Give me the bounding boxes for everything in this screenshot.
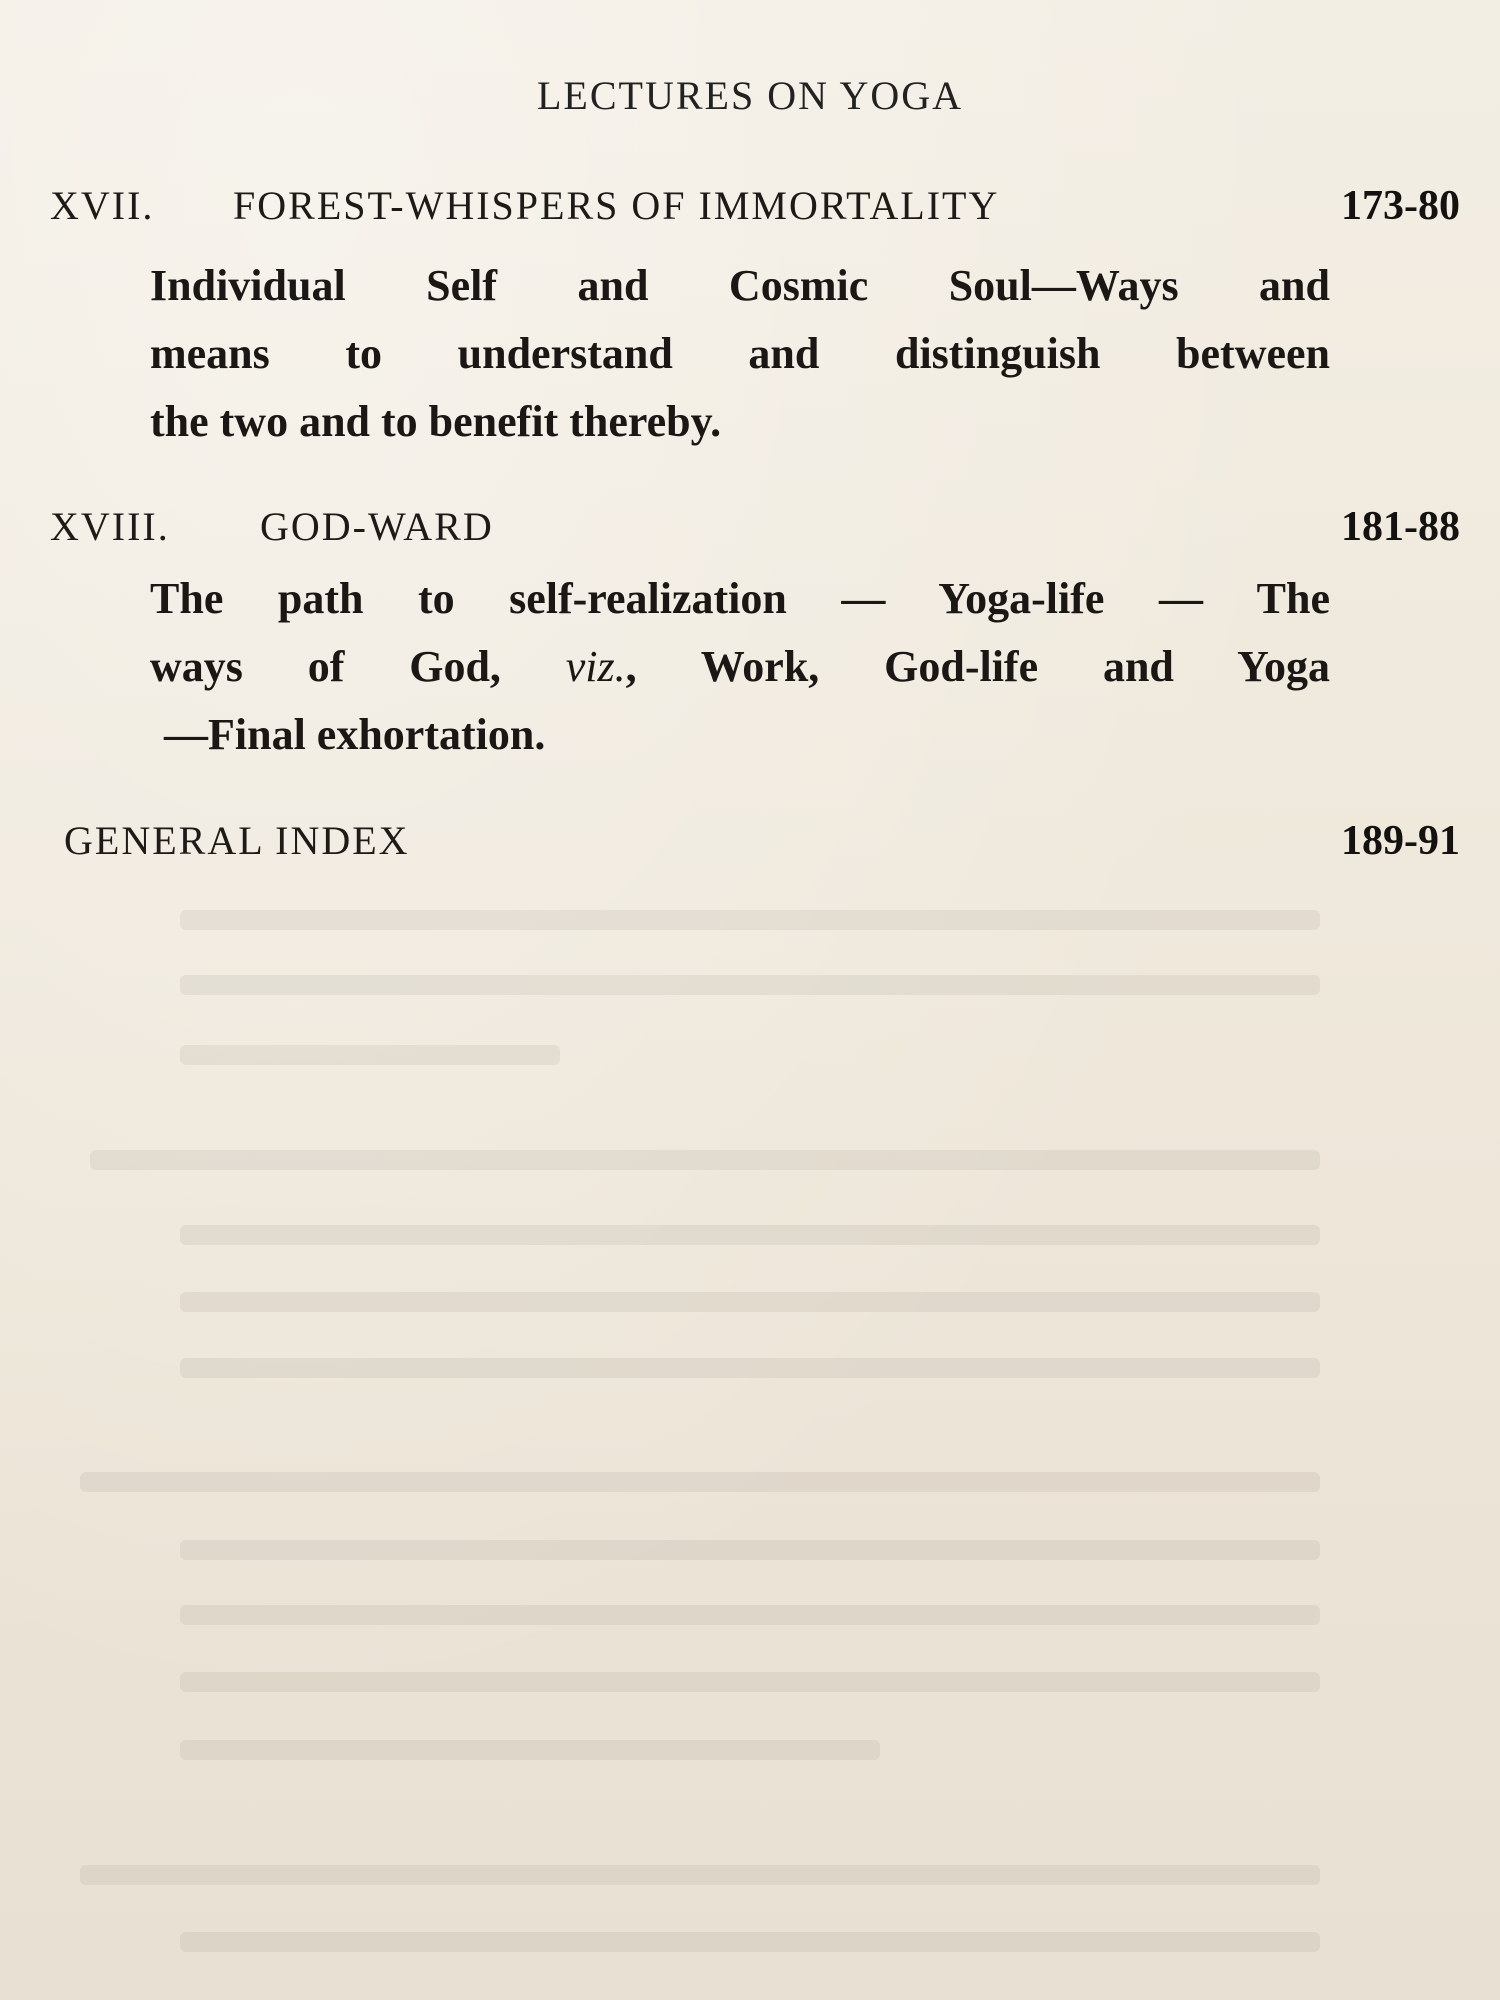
chapter-numeral: XVIII. [50, 504, 170, 549]
toc-entry-general-index [50, 817, 1460, 881]
chapter-title: FOREST-WHISPERS OF IMMORTALITY [233, 183, 1000, 228]
running-head: LECTURES ON YOGA [536, 73, 964, 118]
chapter-numeral: XVII. [50, 183, 155, 228]
page-range: 189-91 [1341, 818, 1460, 864]
synopsis-line: The path to self-realization — Yoga-life — The [150, 574, 1330, 623]
synopsis-line: the two and to benefit thereby. [150, 397, 722, 446]
synopsis-line: ways of God, viz., Work, God-life and Yoga [150, 642, 1331, 691]
synopsis-line: —Final exhortation. [164, 710, 546, 759]
toc-entry-xvii [50, 182, 1460, 246]
page-range: 173-80 [1341, 183, 1460, 229]
synopsis-line: means to understand and distinguish between [150, 329, 1330, 378]
index-label: GENERAL INDEX [64, 818, 410, 863]
chapter-synopsis-xviii [150, 565, 1330, 769]
toc-entry-xviii [50, 503, 1460, 567]
synopsis-line: Individual Self and Cosmic Soul—Ways and [150, 261, 1330, 310]
page-range: 181-88 [1341, 504, 1460, 550]
chapter-title: GOD-WARD [260, 504, 494, 549]
chapter-synopsis-xvii [150, 252, 1330, 456]
italic-term: viz. [565, 642, 626, 691]
